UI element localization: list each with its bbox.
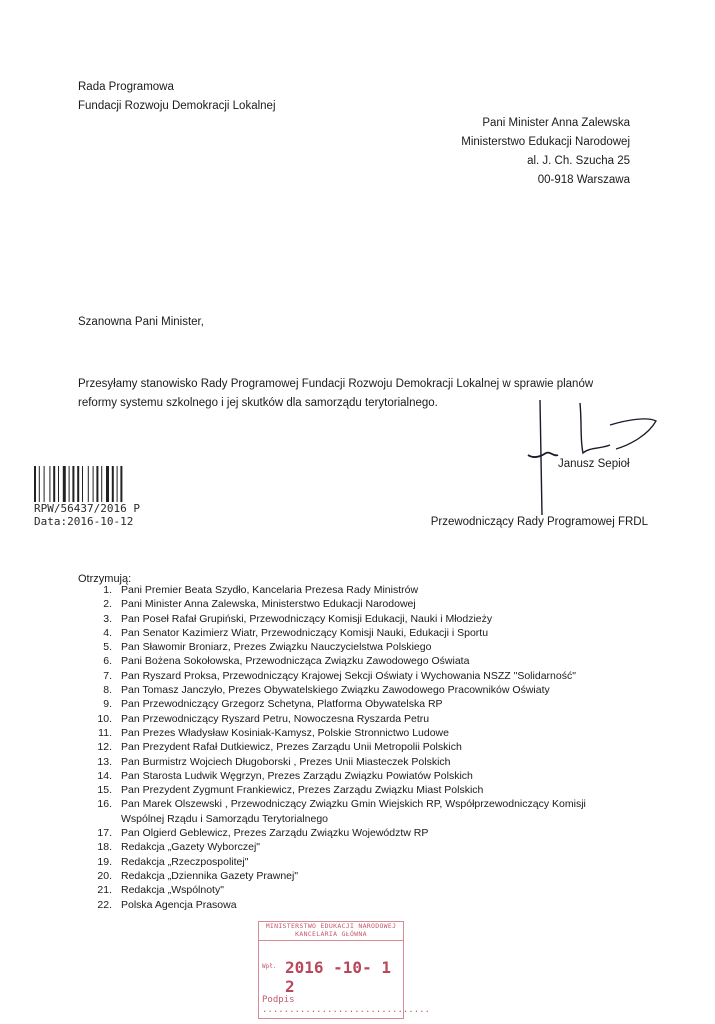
recipients-heading: Otrzymują: bbox=[78, 573, 132, 585]
recipient-number: 9. bbox=[103, 698, 112, 711]
recipient-number: 3. bbox=[103, 612, 112, 625]
recipient-line-3: al. J. Ch. Szucha 25 bbox=[527, 155, 630, 167]
recipient-text: Pan Sławomir Broniarz, Prezes Związku Nauczycielstwa Polskiego bbox=[121, 641, 432, 654]
recipient-item bbox=[96, 583, 676, 597]
body-line-2: reformy systemu szkolnego i jej skutków dla samorządu terytorialnego. bbox=[78, 397, 438, 409]
recipient-item bbox=[96, 783, 676, 797]
sender-line-2: Fundacji Rozwoju Demokracji Lokalnej bbox=[78, 100, 276, 112]
recipient-item bbox=[96, 855, 676, 869]
recipient-number: 17. bbox=[97, 827, 112, 840]
recipient-number: 1. bbox=[103, 584, 112, 596]
recipient-number: 2. bbox=[103, 598, 112, 611]
recipient-text: Pan Prezydent Zygmunt Frankiewicz, Prezes Zarządu Związku Miast Polskich bbox=[121, 784, 484, 797]
recipient-number: 22. bbox=[97, 898, 112, 911]
recipient-text: Pani Minister Anna Zalewska, Ministerstwo Edukacji Narodowej bbox=[121, 598, 416, 611]
recipient-number: 8. bbox=[103, 684, 112, 697]
signatory-role: Przewodniczący Rady Programowej FRDL bbox=[430, 516, 648, 528]
recipient-item bbox=[96, 797, 676, 826]
recipient-number: 12. bbox=[97, 741, 112, 754]
recipient-item bbox=[96, 726, 676, 740]
recipient-text: Redakcja „Wspólnoty" bbox=[121, 884, 224, 897]
recipient-number: 19. bbox=[97, 855, 112, 868]
registry-label bbox=[34, 502, 140, 528]
recipient-number: 16. bbox=[97, 798, 112, 811]
recipient-line-1: Pani Minister Anna Zalewska bbox=[482, 117, 630, 129]
recipient-text: Pan Poseł Rafał Grupiński, Przewodniczący Komisji Edukacji, Nauki i Młodzieży bbox=[121, 612, 493, 625]
signatory-name: Janusz Sepioł bbox=[558, 458, 630, 470]
recipient-text: Pani Premier Beata Szydło, Kancelaria Prezesa Rady Ministrów bbox=[121, 584, 419, 596]
recipient-text: Redakcja „Rzeczpospolitej" bbox=[121, 855, 249, 868]
recipient-item bbox=[96, 654, 676, 668]
recipient-line-2: Ministerstwo Edukacji Narodowej bbox=[461, 136, 630, 148]
recipient-text: Pani Bożena Sokołowska, Przewodnicząca Związku Zawodowego Oświata bbox=[121, 655, 470, 668]
barcode-graphic bbox=[34, 466, 126, 502]
recipient-number: 7. bbox=[103, 669, 112, 682]
recipient-item bbox=[96, 683, 676, 697]
recipient-text: Pan Marek Olszewski , Przewodniczący Związku Gmin Wiejskich RP, Współprzewodniczący Komisji Wspólnej Rządu i Samorządu Terytorialnego bbox=[121, 798, 586, 825]
registry-date: Data:2016-10-12 bbox=[34, 515, 134, 528]
stamp-signature-line: Podpis ............................... bbox=[262, 995, 430, 1015]
recipient-text: Pan Przewodniczący Ryszard Petru, Nowoczesna Ryszarda Petru bbox=[121, 712, 430, 725]
stamp-office: KANCELARIA GŁÓWNA bbox=[259, 930, 403, 941]
recipient-number: 14. bbox=[97, 769, 112, 782]
recipient-item bbox=[96, 697, 676, 711]
stamp-prefix: Wpł. bbox=[262, 963, 277, 970]
recipient-text: Pan Ryszard Proksa, Przewodniczący Krajowej Sekcji Oświaty i Wychowania NSZZ "Solidarność" bbox=[121, 669, 576, 682]
recipient-number: 15. bbox=[97, 784, 112, 797]
recipient-item bbox=[96, 626, 676, 640]
registry-number: RPW/56437/2016 P bbox=[34, 502, 140, 515]
recipient-text: Pan Starosta Ludwik Węgrzyn, Prezes Zarządu Związku Powiatów Polskich bbox=[121, 769, 473, 782]
recipient-number: 5. bbox=[103, 641, 112, 654]
reception-stamp bbox=[258, 921, 430, 1019]
recipient-item bbox=[96, 669, 676, 683]
recipient-text: Pan Olgierd Geblewicz, Prezes Zarządu Związku Województw RP bbox=[121, 827, 429, 840]
recipient-number: 20. bbox=[97, 869, 112, 882]
recipient-item bbox=[96, 612, 676, 626]
recipient-number: 21. bbox=[97, 884, 112, 897]
recipient-text: Pan Prezes Władysław Kosiniak-Kamysz, Polskie Stronnictwo Ludowe bbox=[121, 726, 449, 739]
recipient-text: Polska Agencja Prasowa bbox=[121, 898, 237, 911]
recipient-item bbox=[96, 640, 676, 654]
stamp-ministry: MINISTERSTWO EDUKACJI NARODOWEJ bbox=[265, 922, 397, 930]
recipient-line-4: 00-918 Warszawa bbox=[537, 174, 630, 186]
recipient-item bbox=[96, 769, 676, 783]
recipient-number: 10. bbox=[97, 712, 112, 725]
recipient-text: Redakcja „Dziennika Gazety Prawnej" bbox=[121, 869, 299, 882]
sender-line-1: Rada Programowa bbox=[78, 81, 174, 93]
recipient-text: Pan Przewodniczący Grzegorz Schetyna, Platforma Obywatelska RP bbox=[121, 698, 443, 711]
recipient-text: Redakcja „Gazety Wyborczej" bbox=[121, 841, 261, 854]
recipients-list bbox=[96, 583, 676, 912]
salutation: Szanowna Pani Minister, bbox=[78, 316, 204, 328]
recipient-item bbox=[96, 898, 676, 912]
recipient-number: 11. bbox=[98, 726, 112, 739]
recipient-item bbox=[96, 755, 676, 769]
recipient-text: Pan Tomasz Janczyło, Prezes Obywatelskiego Związku Zawodowego Pracowników Oświaty bbox=[121, 684, 550, 697]
letter-body bbox=[78, 375, 593, 413]
recipient-number: 13. bbox=[97, 755, 112, 768]
body-line-1: Przesyłamy stanowisko Rady Programowej Fundacji Rozwoju Demokracji Lokalnej w sprawie planów bbox=[78, 378, 594, 390]
recipient-item bbox=[96, 883, 676, 897]
recipient-item bbox=[96, 869, 676, 883]
recipient-item bbox=[96, 597, 676, 611]
recipient-item bbox=[96, 740, 676, 754]
recipient-text: Pan Burmistrz Wojciech Długoborski , Prezes Unii Miasteczek Polskich bbox=[121, 755, 451, 768]
stamp-date: 2016 -10- 1 2 bbox=[285, 958, 391, 996]
recipient-number: 4. bbox=[103, 626, 112, 639]
recipient-address-block bbox=[380, 114, 630, 190]
recipient-text: Pan Senator Kazimierz Wiatr, Przewodniczący Komisji Nauki, Edukacji i Sportu bbox=[121, 626, 489, 639]
recipient-item bbox=[96, 712, 676, 726]
recipient-text: Pan Prezydent Rafał Dutkiewicz, Prezes Zarządu Unii Metropolii Polskich bbox=[121, 741, 462, 754]
sender-block bbox=[78, 78, 276, 116]
recipient-number: 6. bbox=[103, 655, 112, 668]
recipient-item bbox=[96, 840, 676, 854]
recipient-item bbox=[96, 826, 676, 840]
recipient-number: 18. bbox=[97, 841, 112, 854]
